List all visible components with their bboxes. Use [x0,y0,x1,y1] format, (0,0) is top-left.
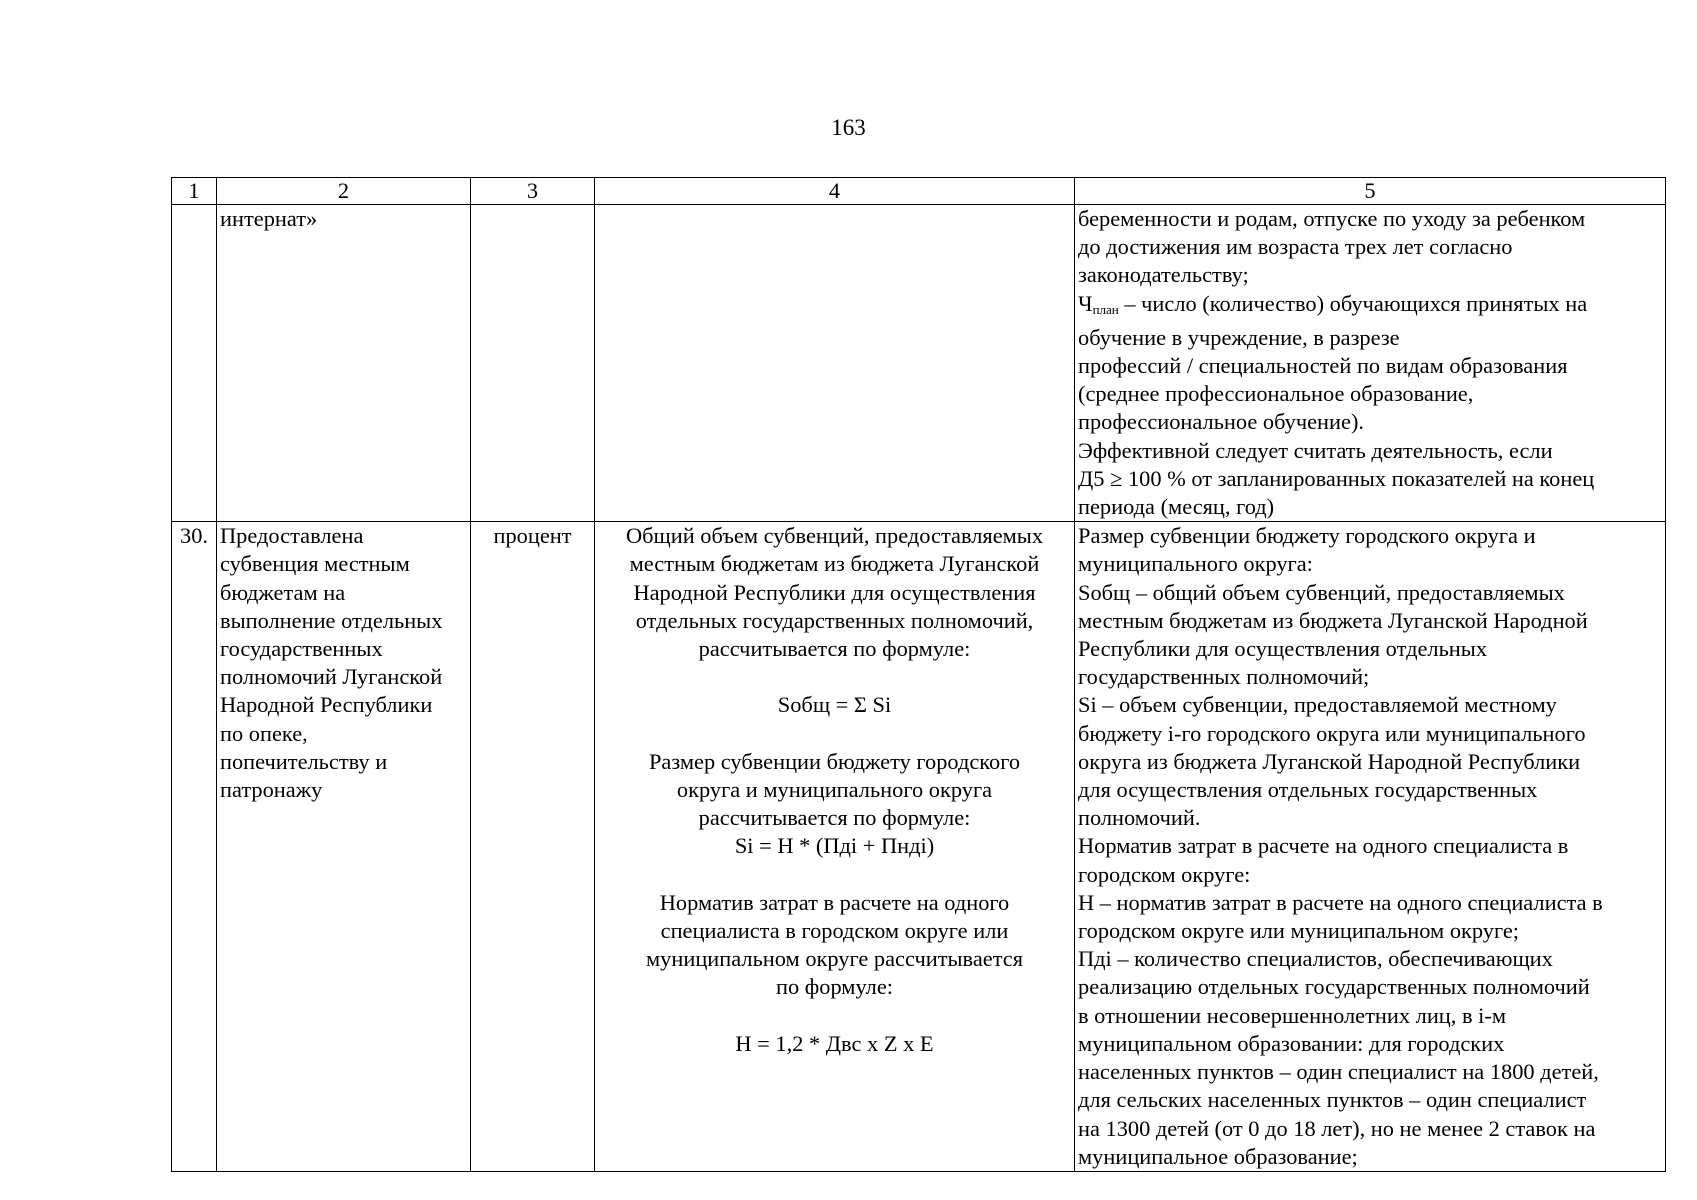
description-line: государственных полномочий; [1078,664,1370,690]
indicator-name-line: по опеке, [220,720,308,746]
description-line: бюджету i-го городского округа или муниципального [1078,720,1586,746]
chplan-text: – число (количество) обучающихся принятых на [1124,290,1588,316]
table-row-continuation [172,205,1666,522]
formula-si: Si = Н * (Пдi + Пндi) [734,833,935,859]
description-line: реализацию отдельных государственных полномочий [1078,974,1590,1000]
indicator-name-line: выполнение отдельных [220,607,443,633]
description-line: полномочий. [1078,805,1201,831]
description-line: законодательству; [1078,262,1249,288]
description-line: муниципальном образовании: для городских [1078,1030,1505,1056]
formula-line: местным бюджетам из бюджета Луганской [629,551,1040,577]
description-line: обучение в учреждение, в разрезе [1078,324,1400,350]
description-line: Республики для осуществления отдельных [1078,636,1488,662]
cell-formula [595,522,1075,1172]
description-line: городском округе или муниципальном округе; [1078,918,1520,944]
formula-line: Норматив затрат в расчете на одного [659,889,1010,915]
header-cell-2: 2 [217,178,471,205]
description-line-chplan [1078,290,1662,324]
description-line: периода (месяц, год) [1078,494,1275,520]
description-line: (среднее профессиональное образование, [1078,381,1474,407]
blank-line [598,720,1071,748]
indicator-name-line: Народной Республики [220,692,433,718]
description-line: для сельских населенных пунктов – один специалист [1078,1087,1587,1113]
description-line: беременности и родам, отпуске по уходу за ребенком [1078,206,1586,231]
cell-description [1075,205,1666,522]
cell-description [1075,522,1666,1172]
indicator-name-line: патронажу [220,777,323,803]
formula-line: округа и муниципального округа [676,777,993,803]
blank-line [598,861,1071,889]
description-line: в отношении несовершеннолетних лиц, в i-м [1078,1002,1506,1028]
formula-line: Общий объем субвенций, предоставляемых [625,523,1044,549]
chplan-subscript: план [1092,301,1119,317]
formula-line: отдельных государственных полномочий, [635,607,1034,633]
description-line: профессий / специальностей по видам образования [1078,353,1568,379]
description-line: Si – объем субвенции, предоставляемой местному [1078,692,1557,718]
formula-line: муниципальном округе рассчитывается [646,946,1023,972]
description-line: населенных пунктов – один специалист на 1800 детей, [1078,1059,1599,1085]
cell-number [172,205,217,522]
cell-unit: процент [471,522,595,1172]
description-line: Эффективной следует считать деятельность, если [1078,437,1553,463]
table-header-row [172,178,1666,205]
description-line: Д5 ≥ 100 % от запланированных показателей на конец [1078,465,1595,491]
indicator-name-line: полномочий Луганской [220,664,443,690]
page-number: 163 [831,115,866,140]
blank-line [598,1002,1071,1030]
description-line: Sобщ – общий объем субвенций, предоставляемых [1078,579,1565,605]
description-line: профессиональное обучение). [1078,409,1365,435]
indicator-name-text: интернат» [220,206,318,231]
indicator-name-line: Предоставлена [220,523,364,549]
indicator-name-line: государственных [220,636,383,662]
indicator-name-line: попечительству и [220,748,388,774]
description-line: округа из бюджета Луганской Народной Республики [1078,748,1581,774]
indicator-name-line: субвенция местным [220,551,410,577]
cell-indicator-name [217,522,471,1172]
table-row-30 [172,522,1666,1172]
formula-line: Народной Республики для осуществления [633,579,1036,605]
description-line: до достижения им возраста трех лет согласно [1078,234,1513,260]
description-line: Пдi – количество специалистов, обеспечивающих [1078,946,1553,972]
description-line: на 1300 детей (от 0 до 18 лет), но не менее 2 ставок на [1078,1115,1596,1141]
cell-number: 30. [172,522,217,1172]
formula-line: специалиста в городском округе или [660,918,1009,944]
formula-line: рассчитывается по формуле: [698,805,971,831]
formula-line: рассчитывается по формуле: [698,636,971,662]
header-cell-3: 3 [471,178,595,205]
formula-line: по формуле: [775,974,894,1000]
cell-unit [471,205,595,522]
chplan-symbol: Ч [1078,290,1093,316]
cell-indicator-name [217,205,471,522]
cell-formula [595,205,1075,522]
description-line: Норматив затрат в расчете на одного специалиста в [1078,833,1569,859]
header-cell-5: 5 [1075,178,1666,205]
formula-total: Sобщ = Σ Si [777,692,892,718]
description-line: Н – норматив затрат в расчете на одного специалиста в [1078,889,1603,915]
blank-line [598,663,1071,691]
description-line: городском округе: [1078,861,1251,887]
formula-line: Размер субвенции бюджету городского [648,748,1021,774]
data-table [171,177,1666,1172]
description-line: муниципальное образование; [1078,1143,1358,1169]
description-line: муниципального округа: [1078,551,1313,577]
header-cell-1: 1 [172,178,217,205]
description-line: Размер субвенции бюджету городского округа и [1078,523,1536,549]
description-line: для осуществления отдельных государственных [1078,777,1538,803]
header-cell-4: 4 [595,178,1075,205]
formula-norm: Н = 1,2 * Двс х Z х Е [735,1030,934,1056]
description-line: местным бюджетам из бюджета Луганской Народной [1078,607,1588,633]
indicator-name-line: бюджетам на [220,579,346,605]
